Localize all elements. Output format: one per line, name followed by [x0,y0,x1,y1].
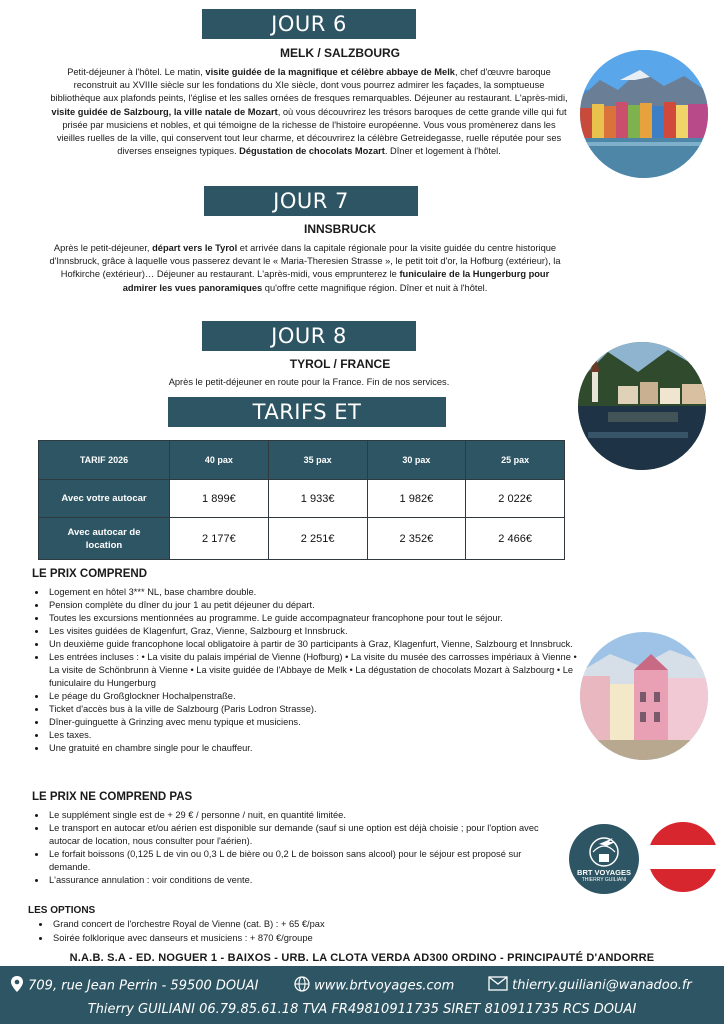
logo-line2: THIERRY GUILIANI [581,877,627,883]
table-header-cell: 30 pax [367,441,466,480]
footer-website[interactable] [294,976,454,996]
list-item: • Pension complète du dîner du jour 1 au petit déjeuner du départ. [47,599,577,612]
footer-website-text[interactable]: www.brtvoyages.com [314,978,455,994]
footer-address [10,976,258,996]
ne-comprend-title: LE PRIX NE COMPREND PAS [32,791,193,803]
list-item: • Grand concert de l'orchestre Royal de Vienne (cat. B) : + 65 €/pax [51,918,551,932]
list-item: • Le supplément single est de + 29 € / personne / nuit, en quantité limitée. [47,809,547,822]
list-item: • Soirée folklorique avec danseurs et musiciens : + 870 €/groupe [51,932,551,946]
location-pin-icon [10,976,24,996]
price-cell: 2 251€ [268,518,367,560]
highlight-text: Dégustation de chocolats Mozart [239,146,385,157]
day7-title: INNSBRUCK [304,222,376,236]
highlight-text: visite guidée de la magnifique et célèbre abbaye de Melk [205,67,455,77]
day6-banner: JOUR 6 [202,9,416,39]
options-title: LES OPTIONS [28,905,96,916]
day6-description [50,66,568,158]
body-text: et arrivée dans la capitale régionale pour la visite guidée du centre historique d'Innsbruck, grâce à laquelle vous passerez devant le « Maria-Theresien Strasse », le petit toit d'or, la Hofburg (extérieur), la Hofkirche (extérieur)… Déjeuner au restaurant. L'après-midi, vous emprunterez le [49,243,561,280]
table-header-row [39,441,565,480]
brt-voyages-logo [569,824,639,894]
footer-address-text: 709, rue Jean Perrin - 59500 DOUAI [28,978,259,994]
list-item: • Dîner-guinguette à Grinzing avec menu typique et musiciens. [47,716,577,729]
highlight-text: visite guidée de Salzbourg, la ville natale de Mozart [51,106,278,117]
logo-line1: BRT VOYAGES [577,868,631,877]
ne-comprend-list [34,809,547,887]
list-item: • Le transport en autocar et/ou aérien est disponible sur demande (sauf si une option est déjà choisie ; pour l'option avec autocar de location, nous consulter pour l'aérien). [47,822,547,848]
footer [0,966,724,1024]
price-cell: 1 899€ [170,480,269,518]
photo-colorful-street [580,632,708,760]
globe-icon [294,976,310,996]
day8-banner: JOUR 8 [202,321,416,351]
list-item: • Une gratuité en chambre single pour le chauffeur. [47,742,577,755]
list-item: • L'assurance annulation : voir conditions de vente. [47,874,547,887]
comprend-title: LE PRIX COMPREND [32,568,148,580]
price-cell: 1 982€ [367,480,466,518]
table-row [39,480,565,518]
price-cell: 2 177€ [170,518,269,560]
body-text: . Dîner et logement à l'hôtel. [384,146,501,157]
list-item: • Le forfait boissons (0,125 L de vin ou 0,3 L de bière ou 0,2 L de boisson sans alcool) pour le séjour est proposé sur demande. [47,848,547,874]
day8-title: TYROL / FRANCE [289,357,391,371]
table-header-cell: 25 pax [466,441,565,480]
comprend-list [34,586,577,755]
price-cell: 2 466€ [466,518,565,560]
price-cell: 2 022€ [466,480,565,518]
price-cell: 2 352€ [367,518,466,560]
logo-emblem-icon [569,830,639,870]
footer-email-text[interactable]: thierry.guiliani@wanadoo.fr [512,978,692,993]
highlight-text: départ vers le Tyrol [152,243,238,253]
list-item: • Ticket d'accès bus à la ville de Salzbourg (Paris Lodron Strasse). [47,703,577,716]
table-header-cell: 35 pax [268,441,367,480]
footer-legal: Thierry GUILIANI 06.79.85.61.18 TVA FR49810911735 SIRET 810911735 RCS DOUAI [87,1002,637,1017]
day7-banner: JOUR 7 [204,186,418,216]
table-header-cell: TARIF 2026 [39,441,170,480]
day8-description: Après le petit-déjeuner en route pour la France. Fin de nos services. [168,377,450,387]
photo-innsbruck-houses [580,50,708,178]
list-item: • Toutes les excursions mentionnées au programme. Le guide accompagnateur francophone pour tout le séjour. [47,612,577,625]
options-list [38,918,551,945]
tarifs-table [38,440,565,560]
list-item: • Logement en hôtel 3*** NL, base chambre double. [47,586,577,599]
tarifs-banner: TARIFS ET [168,397,446,427]
row-label: Avec votre autocar [39,480,170,518]
photo-hallstatt [578,342,706,470]
body-text: Petit-déjeuner à l'hôtel. Le matin, [67,67,206,77]
nab-address-line: N.A.B. S.A - ED. NOGUER 1 - BAIXOS - URB. LA CLOTA VERDA AD300 ORDINO - PRINCIPAUTÉ D'ANDORRE [69,952,655,964]
highlight-text: funiculaire de la Hungerburg pour admirer les vues panoramiques [122,269,550,293]
footer-email[interactable] [488,976,692,995]
body-text: , où vous découvrirez les trésors baroques de cette grande ville qui fut prisée par musiciens et nobles, et qui témoigne de la richesse de l'histoire européenne. Vous vous promènerez dans les vieilles ruelles de la ville, qui conservent tout leur charme, et découvrirez la célèbre Getreidegasse, ruelle réputée pour ses diverses enseignes typiques. [56,106,567,157]
row-label: Avec autocar de location [39,518,170,560]
mail-icon [488,976,508,995]
day7-description [44,242,566,295]
list-item: • Les taxes. [47,729,577,742]
body-text: , chef d'œuvre baroque reconstruit au XVIIIe siècle sur les fondations du XIe siècle, dont vous pourrez admirer les façades, la somptueuse bibliothèque aux plafonds peints, l'église et les salles ornées de fresques remarquables. Déjeuner au restaurant. L'après-midi, [50,67,568,104]
list-item: • Le péage du Großglockner Hochalpenstraße. [47,690,577,703]
day6-title: MELK / SALZBOURG [280,46,400,60]
list-item: • Les visites guidées de Klagenfurt, Graz, Vienne, Salzbourg et Innsbruck. [47,625,577,638]
list-item: • Un deuxième guide francophone local obligatoire à partir de 30 participants à Graz, Klagenfurt, Vienne, Salzbourg et Innsbruck. [47,638,577,651]
list-item: • Les entrées incluses : • La visite du palais impérial de Vienne (Hofburg) • La visite du musée des carrosses impériaux à Vienne • La visite de Schönbrunn à Vienne • La visite guidée de l'Abbaye de Melk • La dégustation de chocolats Mozart à Salzbourg • Le funiculaire du Hungerburg [47,651,577,690]
price-cell: 1 933€ [268,480,367,518]
table-row [39,518,565,560]
body-text: Après le petit-déjeuner, [53,243,153,253]
table-header-cell: 40 pax [170,441,269,480]
body-text: qu'offre cette magnifique région. Dîner et nuit à l'hôtel. [262,282,488,293]
austria-flag [648,822,718,892]
